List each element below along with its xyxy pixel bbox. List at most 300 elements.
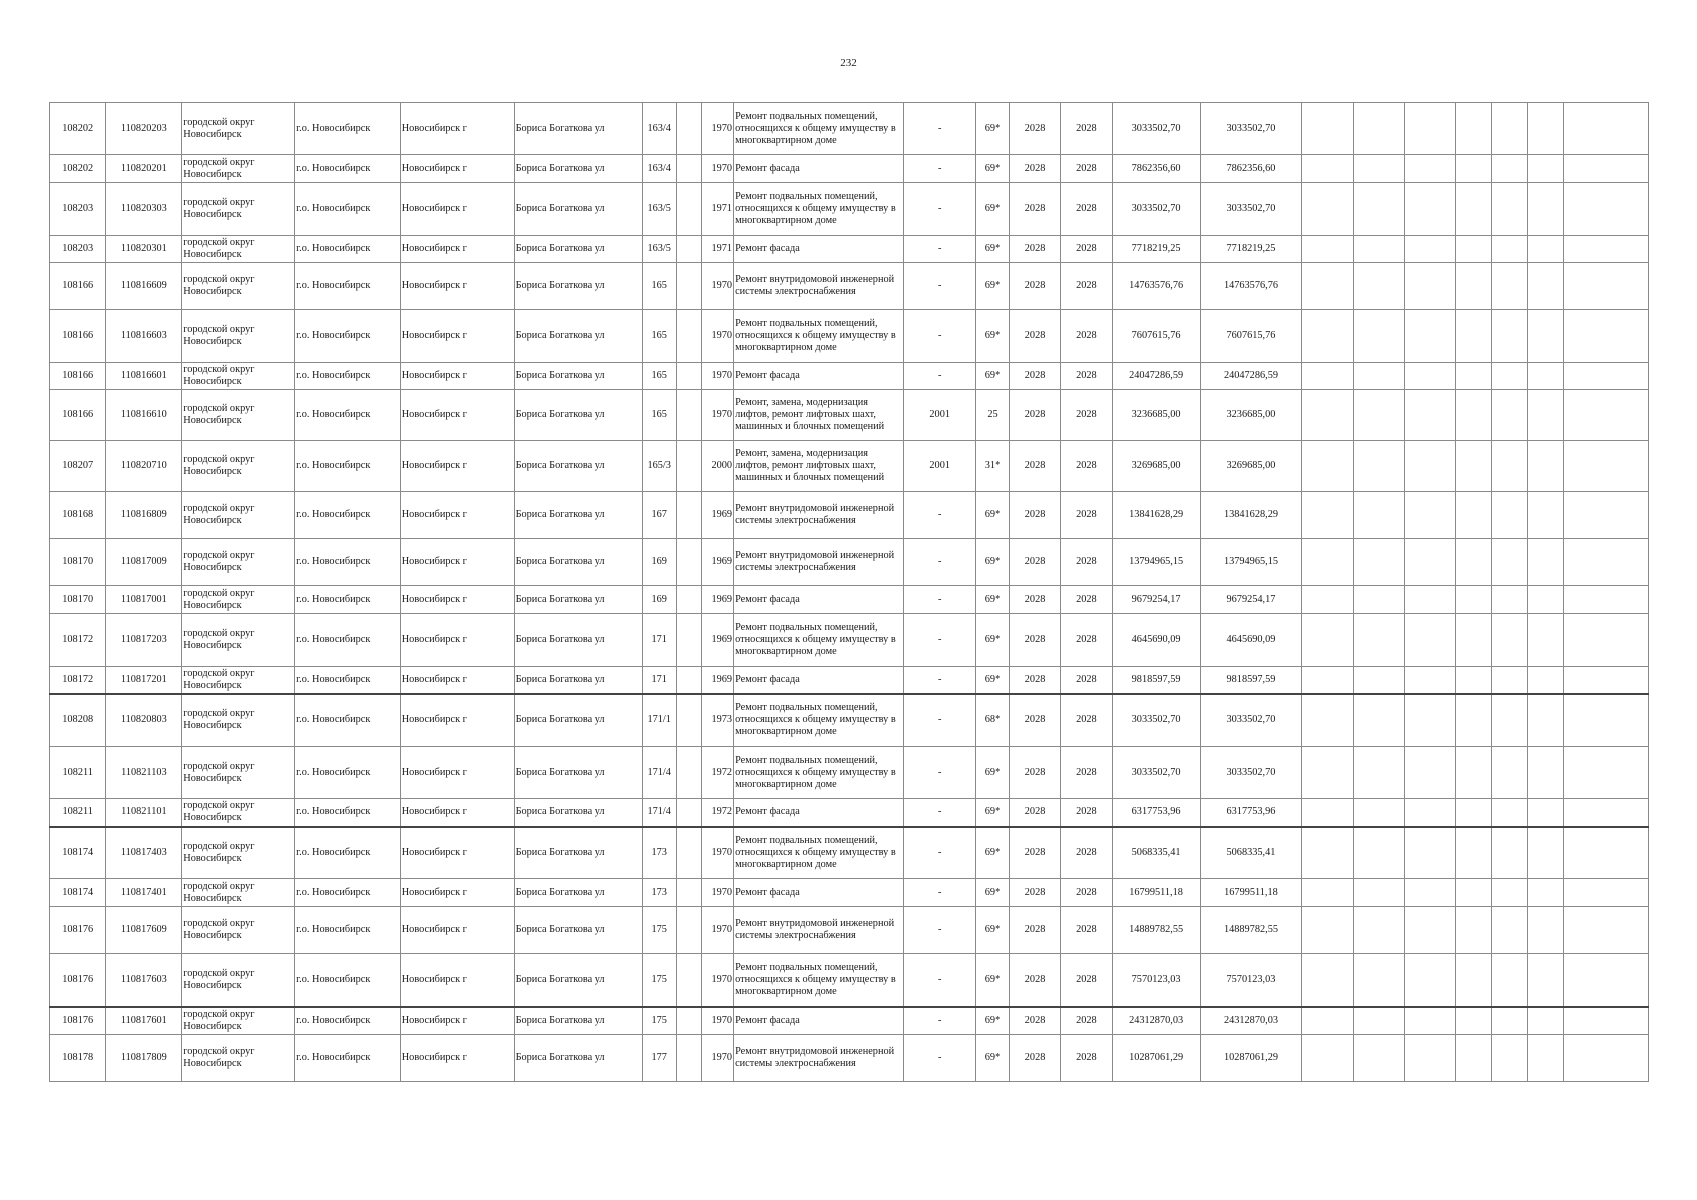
cell-id: 108166 [50, 310, 106, 363]
cell-house: 163/5 [642, 236, 676, 263]
cell-prev-year: 2001 [904, 390, 976, 441]
cell-code: 110820803 [106, 694, 182, 747]
cell-street: Бориса Богаткова ул [514, 1035, 642, 1082]
table-row [50, 667, 1649, 694]
cell-year: 1970 [702, 879, 734, 907]
cell-municipality: г.о. Новосибирск [295, 390, 401, 441]
cell-empty [1491, 1035, 1527, 1082]
cell-house: 165 [642, 363, 676, 390]
cell-empty [1404, 183, 1455, 236]
cell-city: Новосибирск г [400, 667, 514, 694]
cell-plan-from: 2028 [1009, 667, 1060, 694]
cell-city: Новосибирск г [400, 694, 514, 747]
cell-code: 110816809 [106, 492, 182, 539]
cell-empty [1563, 1007, 1648, 1035]
cell-id: 108208 [50, 694, 106, 747]
cell-code: 110816603 [106, 310, 182, 363]
cell-municipality: г.о. Новосибирск [295, 183, 401, 236]
cell-empty [1353, 907, 1404, 954]
cell-empty [1404, 954, 1455, 1007]
cell-empty [1491, 363, 1527, 390]
cell-cost-fund: 16799511,18 [1200, 879, 1302, 907]
cell-empty [1491, 103, 1527, 155]
table-row [50, 539, 1649, 586]
cell-cost-fund: 3033502,70 [1200, 747, 1302, 799]
cell-empty [1456, 390, 1492, 441]
cell-empty [1456, 694, 1492, 747]
cell-wear: 69* [976, 236, 1010, 263]
cell-empty [1527, 441, 1563, 492]
table-row [50, 954, 1649, 1007]
cell-empty [1563, 879, 1648, 907]
cell-house: 173 [642, 879, 676, 907]
cell-municipality: г.о. Новосибирск [295, 1035, 401, 1082]
cell-building [676, 441, 702, 492]
cell-empty [1563, 667, 1648, 694]
cell-cost-fund: 3236685,00 [1200, 390, 1302, 441]
table-row [50, 586, 1649, 614]
cell-plan-to: 2028 [1061, 363, 1112, 390]
cell-year: 1973 [702, 694, 734, 747]
cell-prev-year: - [904, 827, 976, 879]
cell-house: 171/1 [642, 694, 676, 747]
cell-district: городской округ Новосибирск [182, 103, 295, 155]
cell-code: 110816610 [106, 390, 182, 441]
cell-empty [1353, 827, 1404, 879]
cell-wear: 69* [976, 614, 1010, 667]
cell-empty [1353, 1035, 1404, 1082]
cell-district: городской округ Новосибирск [182, 263, 295, 310]
cell-empty [1353, 441, 1404, 492]
cell-house: 173 [642, 827, 676, 879]
cell-plan-to: 2028 [1061, 441, 1112, 492]
cell-prev-year: - [904, 907, 976, 954]
cell-id: 108178 [50, 1035, 106, 1082]
cell-cost-fund: 3033502,70 [1200, 694, 1302, 747]
cell-cost-total: 10287061,29 [1112, 1035, 1200, 1082]
cell-empty [1404, 310, 1455, 363]
cell-empty [1527, 363, 1563, 390]
cell-plan-from: 2028 [1009, 263, 1060, 310]
cell-city: Новосибирск г [400, 390, 514, 441]
cell-empty [1491, 614, 1527, 667]
cell-district: городской округ Новосибирск [182, 747, 295, 799]
cell-code: 110816601 [106, 363, 182, 390]
cell-street: Бориса Богаткова ул [514, 236, 642, 263]
cell-district: городской округ Новосибирск [182, 954, 295, 1007]
cell-work: Ремонт внутридомовой инженерной системы электроснабжения [734, 492, 904, 539]
cell-street: Бориса Богаткова ул [514, 799, 642, 827]
cell-empty [1491, 954, 1527, 1007]
cell-district: городской округ Новосибирск [182, 390, 295, 441]
cell-empty [1456, 103, 1492, 155]
table-row [50, 614, 1649, 667]
cell-cost-fund: 3033502,70 [1200, 103, 1302, 155]
cell-empty [1563, 747, 1648, 799]
cell-district: городской округ Новосибирск [182, 827, 295, 879]
cell-empty [1353, 263, 1404, 310]
cell-code: 110817001 [106, 586, 182, 614]
cell-street: Бориса Богаткова ул [514, 667, 642, 694]
cell-city: Новосибирск г [400, 183, 514, 236]
cell-wear: 69* [976, 1007, 1010, 1035]
cell-empty [1491, 907, 1527, 954]
cell-prev-year: - [904, 1035, 976, 1082]
cell-cost-total: 3269685,00 [1112, 441, 1200, 492]
cell-street: Бориса Богаткова ул [514, 586, 642, 614]
cell-city: Новосибирск г [400, 586, 514, 614]
cell-house: 165 [642, 310, 676, 363]
cell-empty [1353, 667, 1404, 694]
cell-wear: 69* [976, 827, 1010, 879]
cell-plan-from: 2028 [1009, 827, 1060, 879]
cell-cost-fund: 5068335,41 [1200, 827, 1302, 879]
cell-empty [1302, 586, 1353, 614]
cell-district: городской округ Новосибирск [182, 667, 295, 694]
cell-city: Новосибирск г [400, 310, 514, 363]
cell-code: 110820710 [106, 441, 182, 492]
cell-cost-fund: 7718219,25 [1200, 236, 1302, 263]
cell-empty [1353, 694, 1404, 747]
cell-empty [1404, 667, 1455, 694]
cell-empty [1302, 954, 1353, 1007]
cell-house: 175 [642, 1007, 676, 1035]
cell-wear: 69* [976, 1035, 1010, 1082]
cell-cost-total: 7718219,25 [1112, 236, 1200, 263]
table-row [50, 799, 1649, 827]
cell-building [676, 586, 702, 614]
cell-empty [1491, 236, 1527, 263]
cell-empty [1302, 363, 1353, 390]
cell-empty [1302, 263, 1353, 310]
cell-prev-year: - [904, 667, 976, 694]
cell-empty [1456, 586, 1492, 614]
cell-wear: 69* [976, 363, 1010, 390]
cell-building [676, 363, 702, 390]
table-row [50, 747, 1649, 799]
cell-empty [1563, 390, 1648, 441]
cell-empty [1404, 879, 1455, 907]
cell-city: Новосибирск г [400, 539, 514, 586]
cell-id: 108174 [50, 879, 106, 907]
cell-city: Новосибирск г [400, 263, 514, 310]
cell-municipality: г.о. Новосибирск [295, 103, 401, 155]
cell-empty [1353, 879, 1404, 907]
cell-plan-from: 2028 [1009, 907, 1060, 954]
cell-plan-from: 2028 [1009, 103, 1060, 155]
cell-empty [1404, 827, 1455, 879]
cell-cost-total: 3033502,70 [1112, 747, 1200, 799]
table-row [50, 827, 1649, 879]
cell-year: 1970 [702, 827, 734, 879]
cell-building [676, 539, 702, 586]
cell-empty [1527, 183, 1563, 236]
cell-plan-to: 2028 [1061, 799, 1112, 827]
cell-municipality: г.о. Новосибирск [295, 614, 401, 667]
cell-code: 110817403 [106, 827, 182, 879]
cell-empty [1353, 310, 1404, 363]
cell-house: 169 [642, 586, 676, 614]
cell-street: Бориса Богаткова ул [514, 155, 642, 183]
cell-empty [1353, 799, 1404, 827]
cell-id: 108166 [50, 263, 106, 310]
cell-empty [1527, 879, 1563, 907]
cell-empty [1353, 954, 1404, 1007]
table-row [50, 263, 1649, 310]
cell-empty [1302, 390, 1353, 441]
cell-empty [1456, 310, 1492, 363]
cell-plan-from: 2028 [1009, 539, 1060, 586]
cell-empty [1456, 879, 1492, 907]
cell-empty [1491, 747, 1527, 799]
cell-cost-fund: 9679254,17 [1200, 586, 1302, 614]
cell-empty [1563, 954, 1648, 1007]
cell-city: Новосибирск г [400, 954, 514, 1007]
cell-prev-year: - [904, 799, 976, 827]
cell-street: Бориса Богаткова ул [514, 879, 642, 907]
cell-empty [1302, 441, 1353, 492]
cell-year: 1969 [702, 492, 734, 539]
table-row [50, 236, 1649, 263]
cell-street: Бориса Богаткова ул [514, 492, 642, 539]
cell-empty [1491, 263, 1527, 310]
cell-empty [1456, 441, 1492, 492]
cell-street: Бориса Богаткова ул [514, 539, 642, 586]
cell-plan-from: 2028 [1009, 747, 1060, 799]
cell-work: Ремонт внутридомовой инженерной системы электроснабжения [734, 1035, 904, 1082]
cell-empty [1456, 747, 1492, 799]
cell-empty [1404, 263, 1455, 310]
cell-empty [1353, 103, 1404, 155]
cell-plan-from: 2028 [1009, 183, 1060, 236]
cell-cost-total: 14763576,76 [1112, 263, 1200, 310]
cell-empty [1404, 586, 1455, 614]
cell-prev-year: - [904, 879, 976, 907]
cell-cost-fund: 3269685,00 [1200, 441, 1302, 492]
cell-empty [1563, 1035, 1648, 1082]
cell-empty [1563, 907, 1648, 954]
cell-year: 1972 [702, 799, 734, 827]
cell-work: Ремонт фасада [734, 667, 904, 694]
cell-cost-total: 3033502,70 [1112, 694, 1200, 747]
cell-house: 169 [642, 539, 676, 586]
cell-empty [1491, 586, 1527, 614]
cell-plan-from: 2028 [1009, 492, 1060, 539]
cell-street: Бориса Богаткова ул [514, 694, 642, 747]
cell-work: Ремонт внутридомовой инженерной системы электроснабжения [734, 907, 904, 954]
cell-id: 108166 [50, 363, 106, 390]
cell-empty [1302, 747, 1353, 799]
cell-id: 108176 [50, 1007, 106, 1035]
cell-cost-total: 3033502,70 [1112, 183, 1200, 236]
cell-id: 108207 [50, 441, 106, 492]
cell-house: 171/4 [642, 747, 676, 799]
cell-wear: 69* [976, 103, 1010, 155]
cell-plan-to: 2028 [1061, 310, 1112, 363]
cell-work: Ремонт фасада [734, 799, 904, 827]
cell-plan-to: 2028 [1061, 155, 1112, 183]
cell-prev-year: - [904, 492, 976, 539]
cell-building [676, 799, 702, 827]
cell-municipality: г.о. Новосибирск [295, 263, 401, 310]
cell-prev-year: - [904, 363, 976, 390]
cell-house: 171 [642, 614, 676, 667]
cell-empty [1491, 441, 1527, 492]
cell-empty [1404, 103, 1455, 155]
cell-building [676, 907, 702, 954]
cell-house: 175 [642, 907, 676, 954]
cell-municipality: г.о. Новосибирск [295, 747, 401, 799]
cell-municipality: г.о. Новосибирск [295, 827, 401, 879]
cell-prev-year: - [904, 310, 976, 363]
cell-plan-to: 2028 [1061, 907, 1112, 954]
cell-prev-year: - [904, 155, 976, 183]
cell-district: городской округ Новосибирск [182, 492, 295, 539]
cell-empty [1527, 586, 1563, 614]
cell-empty [1302, 103, 1353, 155]
cell-house: 171 [642, 667, 676, 694]
table-row [50, 492, 1649, 539]
cell-municipality: г.о. Новосибирск [295, 799, 401, 827]
cell-wear: 31* [976, 441, 1010, 492]
cell-plan-to: 2028 [1061, 667, 1112, 694]
cell-empty [1302, 907, 1353, 954]
cell-empty [1491, 492, 1527, 539]
cell-street: Бориса Богаткова ул [514, 1007, 642, 1035]
cell-empty [1456, 907, 1492, 954]
cell-work: Ремонт фасада [734, 363, 904, 390]
cell-empty [1353, 539, 1404, 586]
cell-empty [1563, 263, 1648, 310]
cell-empty [1456, 667, 1492, 694]
cell-code: 110817609 [106, 907, 182, 954]
cell-id: 108172 [50, 667, 106, 694]
cell-plan-to: 2028 [1061, 614, 1112, 667]
cell-building [676, 183, 702, 236]
cell-id: 108202 [50, 103, 106, 155]
cell-district: городской округ Новосибирск [182, 441, 295, 492]
cell-empty [1302, 236, 1353, 263]
cell-empty [1563, 103, 1648, 155]
cell-empty [1563, 827, 1648, 879]
cell-wear: 69* [976, 586, 1010, 614]
cell-cost-total: 7570123,03 [1112, 954, 1200, 1007]
cell-plan-from: 2028 [1009, 441, 1060, 492]
cell-plan-to: 2028 [1061, 694, 1112, 747]
cell-empty [1456, 614, 1492, 667]
cell-cost-total: 7862356,60 [1112, 155, 1200, 183]
cell-municipality: г.о. Новосибирск [295, 954, 401, 1007]
cell-empty [1563, 799, 1648, 827]
cell-empty [1563, 586, 1648, 614]
cell-code: 110817201 [106, 667, 182, 694]
cell-city: Новосибирск г [400, 879, 514, 907]
cell-district: городской округ Новосибирск [182, 879, 295, 907]
table-row [50, 363, 1649, 390]
cell-city: Новосибирск г [400, 363, 514, 390]
cell-wear: 69* [976, 799, 1010, 827]
cell-empty [1302, 879, 1353, 907]
cell-empty [1353, 363, 1404, 390]
cell-building [676, 236, 702, 263]
cell-empty [1353, 492, 1404, 539]
cell-plan-from: 2028 [1009, 1035, 1060, 1082]
cell-plan-from: 2028 [1009, 363, 1060, 390]
cell-empty [1491, 183, 1527, 236]
cell-empty [1302, 667, 1353, 694]
cell-empty [1404, 363, 1455, 390]
cell-id: 108168 [50, 492, 106, 539]
cell-plan-from: 2028 [1009, 799, 1060, 827]
cell-empty [1456, 539, 1492, 586]
cell-building [676, 614, 702, 667]
cell-empty [1527, 694, 1563, 747]
cell-empty [1456, 236, 1492, 263]
cell-city: Новосибирск г [400, 799, 514, 827]
cell-year: 1970 [702, 263, 734, 310]
cell-id: 108203 [50, 183, 106, 236]
cell-empty [1456, 492, 1492, 539]
cell-plan-from: 2028 [1009, 155, 1060, 183]
cell-cost-total: 16799511,18 [1112, 879, 1200, 907]
cell-wear: 69* [976, 667, 1010, 694]
cell-empty [1302, 799, 1353, 827]
cell-empty [1491, 694, 1527, 747]
cell-empty [1404, 1035, 1455, 1082]
cell-empty [1404, 614, 1455, 667]
cell-empty [1302, 827, 1353, 879]
cell-wear: 69* [976, 492, 1010, 539]
cell-street: Бориса Богаткова ул [514, 441, 642, 492]
cell-year: 1970 [702, 1035, 734, 1082]
cell-empty [1456, 827, 1492, 879]
cell-district: городской округ Новосибирск [182, 586, 295, 614]
cell-plan-from: 2028 [1009, 1007, 1060, 1035]
cell-cost-fund: 24312870,03 [1200, 1007, 1302, 1035]
cell-prev-year: - [904, 263, 976, 310]
table-row [50, 310, 1649, 363]
cell-year: 2000 [702, 441, 734, 492]
cell-year: 1971 [702, 236, 734, 263]
cell-empty [1527, 310, 1563, 363]
cell-empty [1563, 155, 1648, 183]
cell-wear: 69* [976, 263, 1010, 310]
cell-empty [1353, 747, 1404, 799]
cell-wear: 69* [976, 954, 1010, 1007]
cell-empty [1527, 103, 1563, 155]
cell-empty [1491, 390, 1527, 441]
cell-empty [1527, 1035, 1563, 1082]
cell-building [676, 390, 702, 441]
cell-prev-year: - [904, 183, 976, 236]
cell-empty [1527, 614, 1563, 667]
cell-plan-to: 2028 [1061, 539, 1112, 586]
cell-empty [1491, 155, 1527, 183]
cell-house: 163/4 [642, 103, 676, 155]
cell-year: 1970 [702, 1007, 734, 1035]
cell-prev-year: - [904, 954, 976, 1007]
table-row [50, 1007, 1649, 1035]
cell-code: 110817809 [106, 1035, 182, 1082]
cell-empty [1563, 614, 1648, 667]
cell-plan-from: 2028 [1009, 310, 1060, 363]
cell-empty [1527, 667, 1563, 694]
cell-municipality: г.о. Новосибирск [295, 539, 401, 586]
table-row [50, 441, 1649, 492]
cell-cost-total: 13794965,15 [1112, 539, 1200, 586]
cell-work: Ремонт подвальных помещений, относящихся к общему имуществу в многоквартирном доме [734, 614, 904, 667]
cell-code: 110820201 [106, 155, 182, 183]
